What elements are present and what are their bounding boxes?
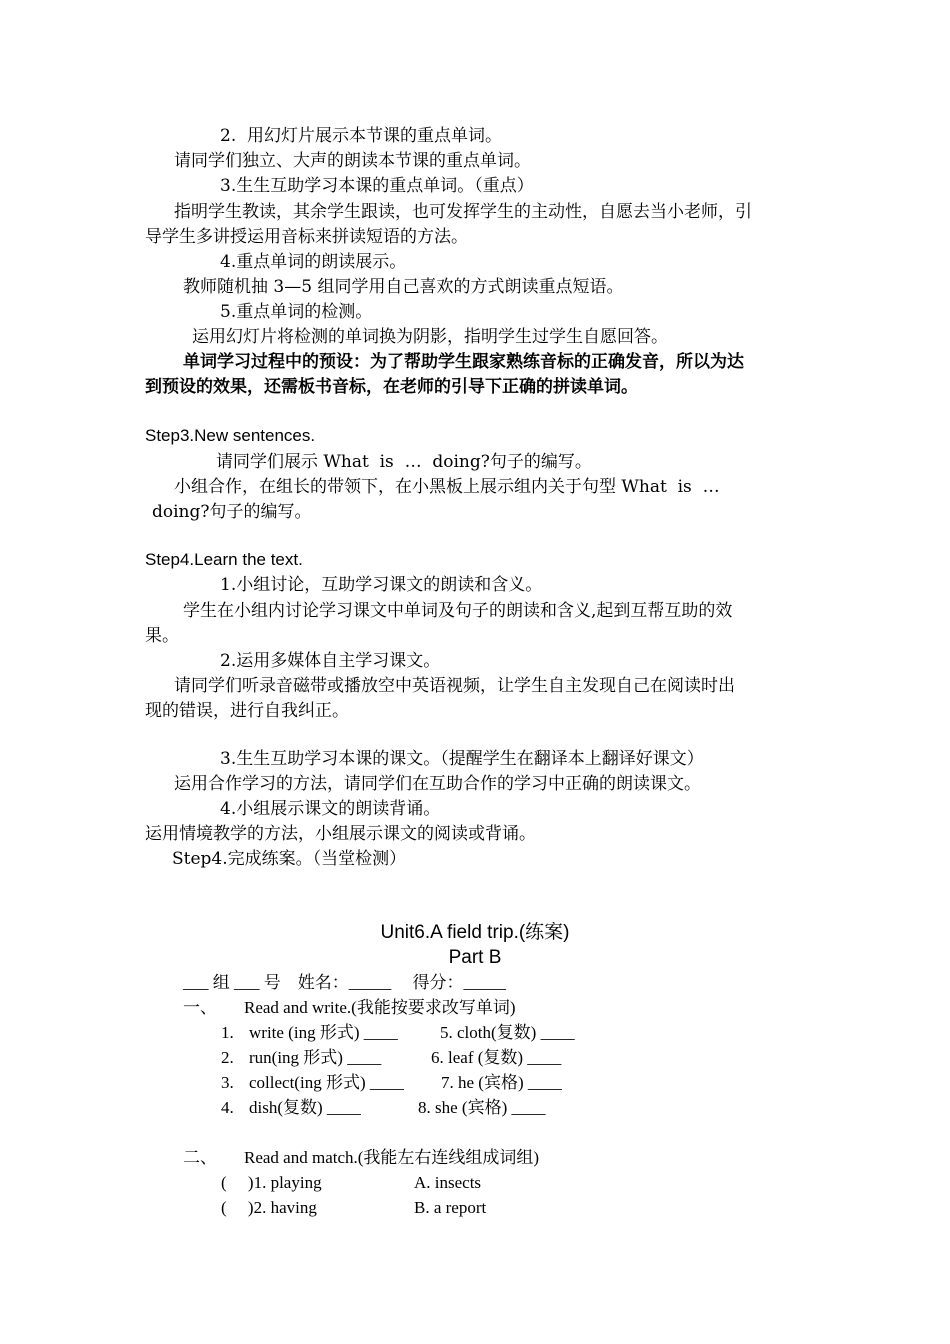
student-info-line: ___ 组 ___ 号 姓名：_____ 得分：_____ (183, 973, 506, 992)
step4-item-3: 3.生生互助学习本课的课文。（提醒学生在翻译本上翻译好课文） (220, 749, 704, 769)
section1-heading: Read and write.(我能按要求改写单词) (244, 998, 516, 1017)
exercise-number: 4. (221, 1098, 234, 1117)
exercise-item: 7. he (宾格) ____ (441, 1073, 562, 1092)
step4-text: 运用情境教学的方法，小组展示课文的阅读或背诵。 (145, 824, 536, 844)
match-right-item: B. a report (414, 1198, 487, 1217)
exercise-item: 6. leaf (复数) ____ (431, 1048, 562, 1067)
lesson-text: 教师随机抽 3—5 组同学用自己喜欢的方式朗读重点短语。 (183, 277, 624, 297)
lesson-item-3: 3.生生互助学习本课的重点单词。（重点） (220, 176, 534, 196)
exercise-item: 8. she (宾格) ____ (418, 1098, 546, 1117)
exercise-item: run(ing 形式) ____ (249, 1048, 382, 1067)
match-right-item: A. insects (414, 1173, 482, 1192)
exercise-number: 3. (221, 1073, 234, 1092)
lesson-item-2: 2. 用幻灯片展示本节课的重点单词。 (220, 126, 503, 146)
step4-text: 学生在小组内讨论学习课文中单词及句子的朗读和含义,起到互帮互助的效 (183, 601, 733, 621)
step4-item-1: 1.小组讨论，互助学习课文的朗读和含义。 (220, 575, 543, 595)
lesson-preset-note: 单词学习过程中的预设：为了帮助学生跟家熟练音标的正确发音，所以为达 (183, 352, 744, 372)
step4-text: 运用合作学习的方法，请同学们在互助合作的学习中正确的朗读课文。 (174, 774, 701, 794)
step3-text: 请同学们展示 What is … doing?句子的编写。 (216, 452, 592, 472)
lesson-item-4: 4.重点单词的朗读展示。 (220, 252, 407, 272)
section1-marker: 一、 (183, 998, 217, 1017)
step3-text: 小组合作，在组长的带领下，在小黑板上展示组内关于句型 What is … (174, 477, 720, 497)
exercise-item: collect(ing 形式) ____ (249, 1073, 404, 1092)
step3-text: doing?句子的编写。 (152, 502, 312, 522)
lesson-text: 导学生多讲授运用音标来拼读短语的方法。 (145, 227, 468, 247)
section2-marker: 二、 (183, 1148, 217, 1167)
lesson-text: 运用幻灯片将检测的单词换为阴影，指明学生过学生自愿回答。 (192, 327, 668, 347)
exercise-item: write (ing 形式) ____ (249, 1023, 398, 1042)
step3-heading: Step3.New sentences. (145, 426, 316, 445)
match-left-item: ( )2. having (221, 1198, 317, 1217)
lesson-preset-note: 到预设的效果，还需板书音标，在老师的引导下正确的拼读单词。 (145, 377, 638, 397)
step4-practice: Step4.完成练案。（当堂检测） (172, 849, 407, 869)
lesson-text: 指明学生教读，其余学生跟读，也可发挥学生的主动性，自愿去当小老师，引 (174, 202, 752, 222)
exercise-number: 1. (221, 1023, 234, 1042)
section2-heading: Read and match.(我能左右连线组成词组) (244, 1148, 540, 1167)
exercise-item: 5. cloth(复数) ____ (440, 1023, 575, 1042)
exercise-item: dish(复数) ____ (249, 1098, 361, 1117)
step4-text: 请同学们听录音磁带或播放空中英语视频，让学生自主发现自己在阅读时出 (174, 676, 735, 696)
worksheet-subtitle: Part B (448, 947, 502, 968)
match-left-item: ( )1. playing (221, 1173, 322, 1192)
worksheet-title: Unit6.A field trip.(练案) (380, 922, 570, 943)
lesson-text: 请同学们独立、大声的朗读本节课的重点单词。 (174, 151, 531, 171)
step4-text: 现的错误，进行自我纠正。 (145, 701, 349, 721)
exercise-number: 2. (221, 1048, 234, 1067)
lesson-item-5: 5.重点单词的检测。 (220, 302, 373, 322)
step4-heading: Step4.Learn the text. (145, 550, 303, 569)
step4-item-2: 2.运用多媒体自主学习课文。 (220, 651, 441, 671)
step4-item-4: 4.小组展示课文的朗读背诵。 (220, 799, 441, 819)
step4-text: 果。 (145, 626, 179, 646)
